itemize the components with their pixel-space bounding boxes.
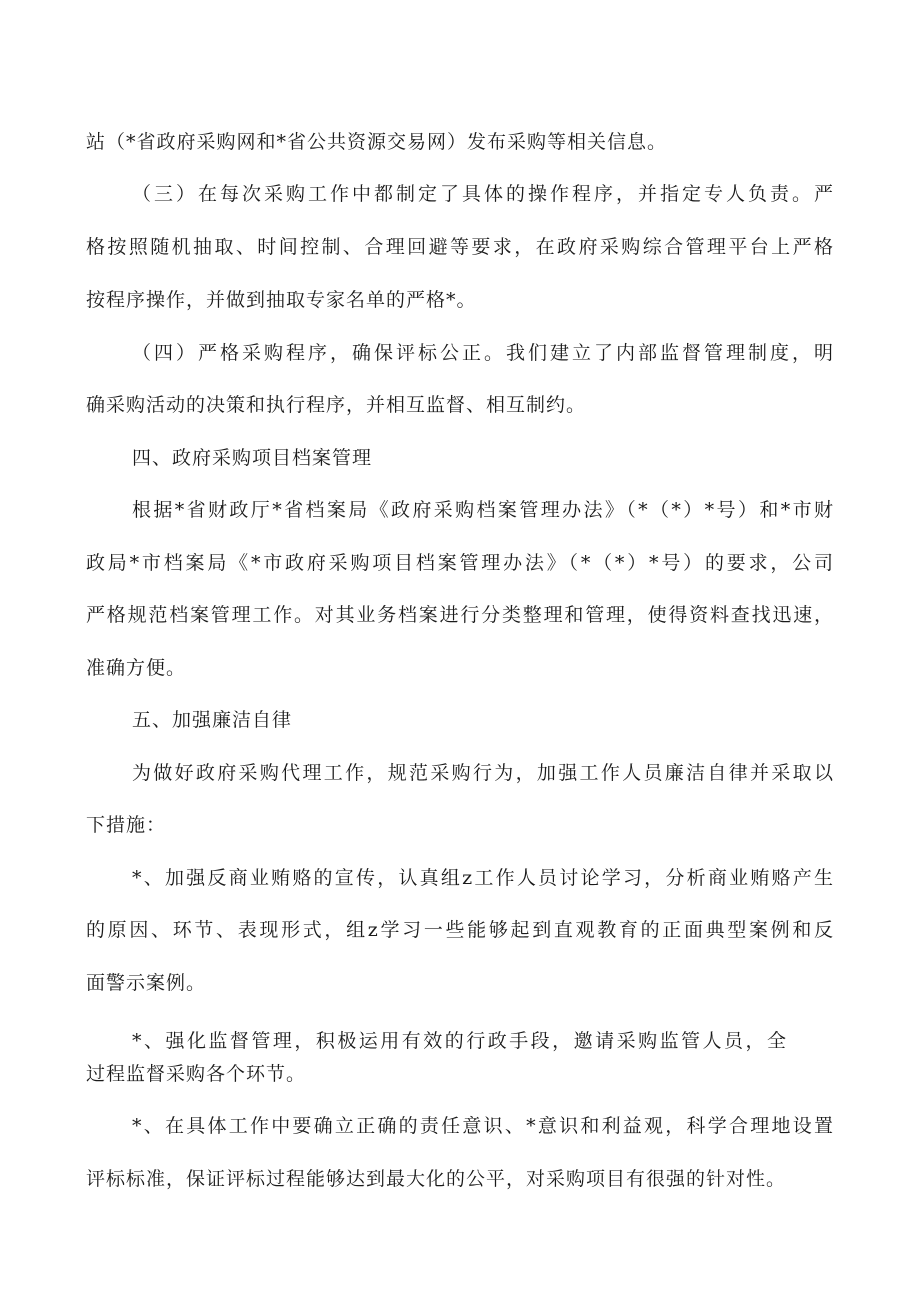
paragraph-line: 过程监督采购各个环节。 (86, 1063, 307, 1085)
paragraph-line: 面警示案例。 (86, 972, 207, 994)
paragraph-line: 下措施： (86, 814, 167, 836)
paragraph-line: 格按照随机抽取、时间控制、合理回避等要求，在政府采购综合管理平台上严格 (86, 236, 834, 258)
paragraph-line: 按程序操作，并做到抽取专家名单的严格*。 (86, 289, 477, 311)
paragraph-line: （三）在每次采购工作中都制定了具体的操作程序，并指定专人负责。严 (132, 183, 834, 205)
paragraph-line: 为做好政府采购代理工作，规范采购行为，加强工作人员廉洁自律并采取以 (132, 762, 834, 784)
paragraph-line: （四）严格采购程序，确保评标公正。我们建立了内部监督管理制度，明 (132, 342, 834, 364)
paragraph-line: 准确方便。 (86, 657, 187, 679)
paragraph-line: 的原因、环节、表现形式，组z学习一些能够起到直观教育的正面典型案例和反 (86, 919, 834, 941)
paragraph-line: 政局*市档案局《*市政府采购项目档案管理办法》（*（*）*号）的要求，公司 (86, 552, 834, 574)
paragraph-line: 确采购活动的决策和执行程序，并相互监督、相互制约。 (86, 394, 587, 416)
paragraph-line: *、强化监督管理，积极运用有效的行政手段，邀请采购监管人员，全 (132, 1030, 787, 1052)
section-heading: 五、加强廉洁自律 (132, 709, 293, 731)
paragraph-line: *、在具体工作中要确立正确的责任意识、*意识和利益观，科学合理地设置 (132, 1115, 834, 1137)
paragraph-line: 根据*省财政厅*省档案局《政府采购档案管理办法》（*（*）*号）和*市财 (132, 499, 834, 521)
section-heading: 四、政府采购项目档案管理 (132, 447, 373, 469)
paragraph-line: 评标标准，保证评标过程能够达到最大化的公平，对采购项目有很强的针对性。 (86, 1168, 787, 1190)
paragraph-line: *、加强反商业贿赂的宣传，认真组z工作人员讨论学习，分析商业贿赂产生 (132, 867, 834, 889)
paragraph-line: 站（*省政府采购网和*省公共资源交易网）发布采购等相关信息。 (86, 131, 668, 153)
paragraph-line: 严格规范档案管理工作。对其业务档案进行分类整理和管理，使得资料查找迅速， (86, 604, 834, 626)
